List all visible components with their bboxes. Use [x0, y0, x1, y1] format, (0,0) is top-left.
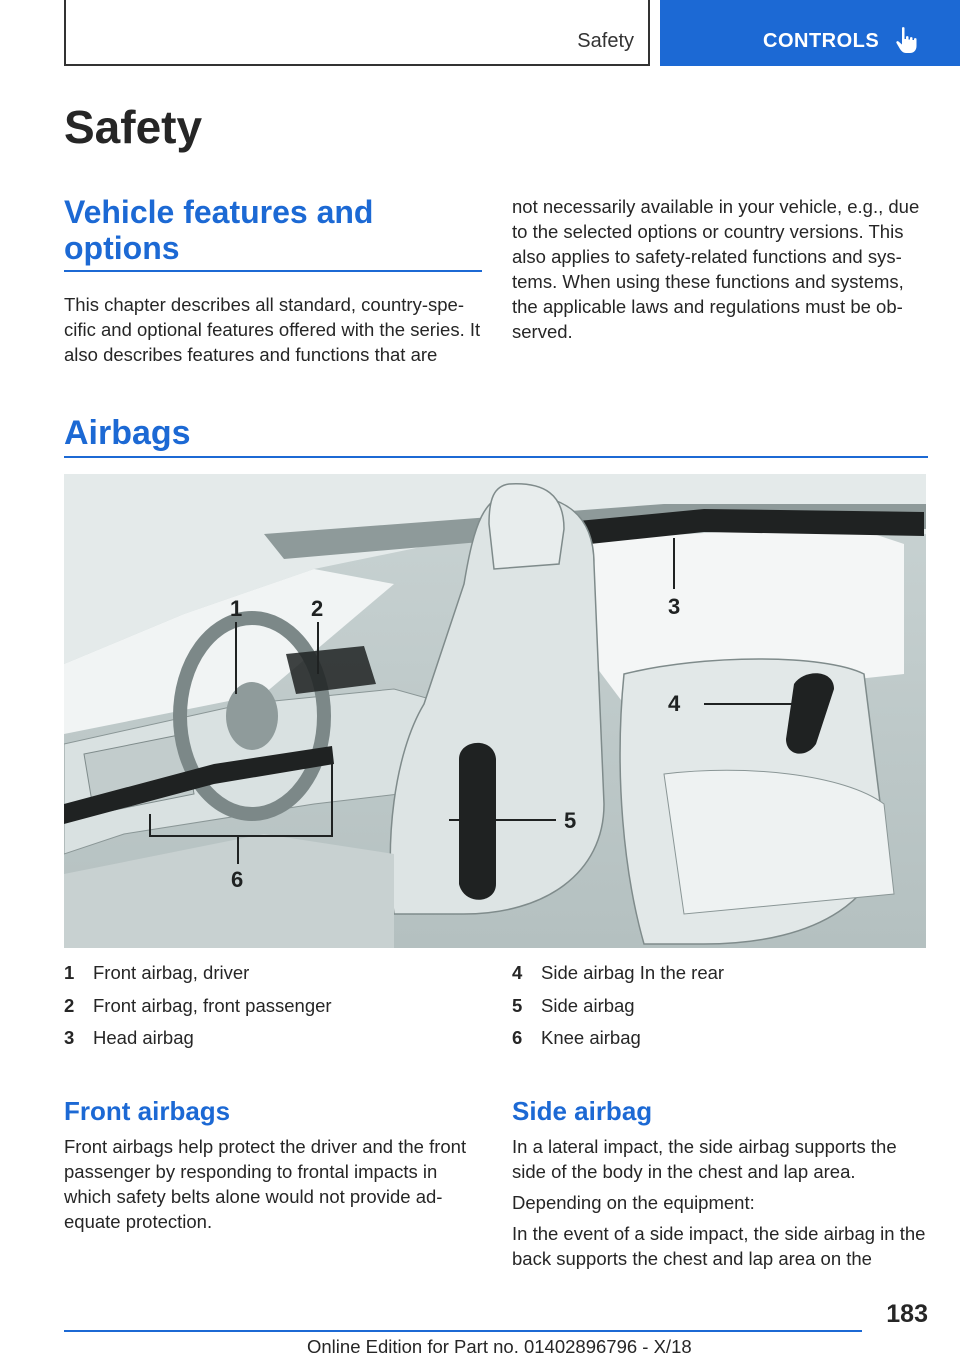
airbags-heading: Airbags [64, 414, 191, 452]
legend-number: 2 [64, 994, 75, 1016]
legend-item [512, 1027, 930, 1060]
legend-item [64, 995, 482, 1028]
footer-edition-text: Online Edition for Part no. 01402896796 - X/18 [307, 1336, 692, 1357]
callout-6: 6 [231, 867, 244, 892]
airbag-illustration [64, 474, 926, 948]
vehicle-features-paragraph-left: This chapter describes all standard, country-spe-cific and optional features offered with the series. It also describes features and functions that are [64, 294, 481, 365]
front-airbags-text: Front airbags help protect the driver and the front passenger by responding to frontal impacts in which safety belts alone would not provide ad-equate protection. [64, 1136, 467, 1232]
callout-5: 5 [564, 808, 577, 833]
legend-label: Knee airbag [541, 1027, 641, 1048]
legend-item [512, 995, 930, 1028]
legend-label: Side airbag In the rear [541, 962, 725, 983]
legend-right [512, 962, 930, 1060]
legend-number: 1 [64, 962, 75, 983]
front-airbags-heading: Front airbags [64, 1096, 231, 1126]
vehicle-features-paragraph-right: not necessarily available in your vehicle, e.g., due to the selected options or country versions. This also applies to safety-related functions and sys-tems. When using these functions and systems, the applicable laws and regulations must be ob-served. [512, 196, 920, 342]
callout-2: 2 [311, 596, 324, 621]
footer-rule [64, 1330, 862, 1332]
page-number: 183 [886, 1300, 928, 1328]
vehicle-features-heading: Vehicle features and options [64, 194, 374, 266]
side-airbag-shape [459, 743, 496, 900]
header-chapter-tab [660, 0, 960, 66]
legend-item [512, 962, 930, 995]
legend-number: 4 [512, 962, 523, 983]
legend-item [64, 962, 482, 995]
header-section-tab [64, 0, 650, 66]
legend-label: Front airbag, driver [93, 962, 250, 983]
legend-item [64, 1027, 482, 1060]
header-chapter-label: CONTROLS [763, 30, 880, 52]
legend-label: Head airbag [93, 1027, 194, 1048]
side-airbag-paragraph-1: In a lateral impact, the side airbag supports the side of the body in the chest and lap area. [512, 1136, 897, 1182]
airbags-rule [64, 456, 928, 458]
legend-number: 6 [512, 1027, 523, 1048]
legend-label: Side airbag [541, 994, 635, 1016]
rear-seat-cushion [664, 770, 894, 914]
legend-number: 5 [512, 994, 523, 1016]
page-title: Safety [64, 101, 203, 153]
legend-left [64, 962, 482, 1060]
side-airbag-paragraph-3: In the event of a side impact, the side airbag in the back supports the chest and lap area on the [512, 1223, 926, 1269]
legend-label: Front airbag, front passenger [93, 994, 332, 1016]
side-airbag-text [512, 1134, 930, 1277]
callout-1: 1 [230, 596, 243, 621]
steering-hub [226, 682, 278, 750]
front-seat-headrest [489, 484, 564, 569]
legend-number: 3 [64, 1027, 75, 1048]
pointing-hand-icon [895, 26, 919, 54]
callout-3: 3 [668, 594, 681, 619]
side-airbag-paragraph-2: Depending on the equipment: [512, 1192, 755, 1213]
side-airbag-heading: Side airbag [512, 1096, 653, 1126]
callout-4: 4 [668, 691, 681, 716]
header-section-label: Safety [577, 30, 634, 52]
vehicle-features-rule [64, 270, 482, 272]
